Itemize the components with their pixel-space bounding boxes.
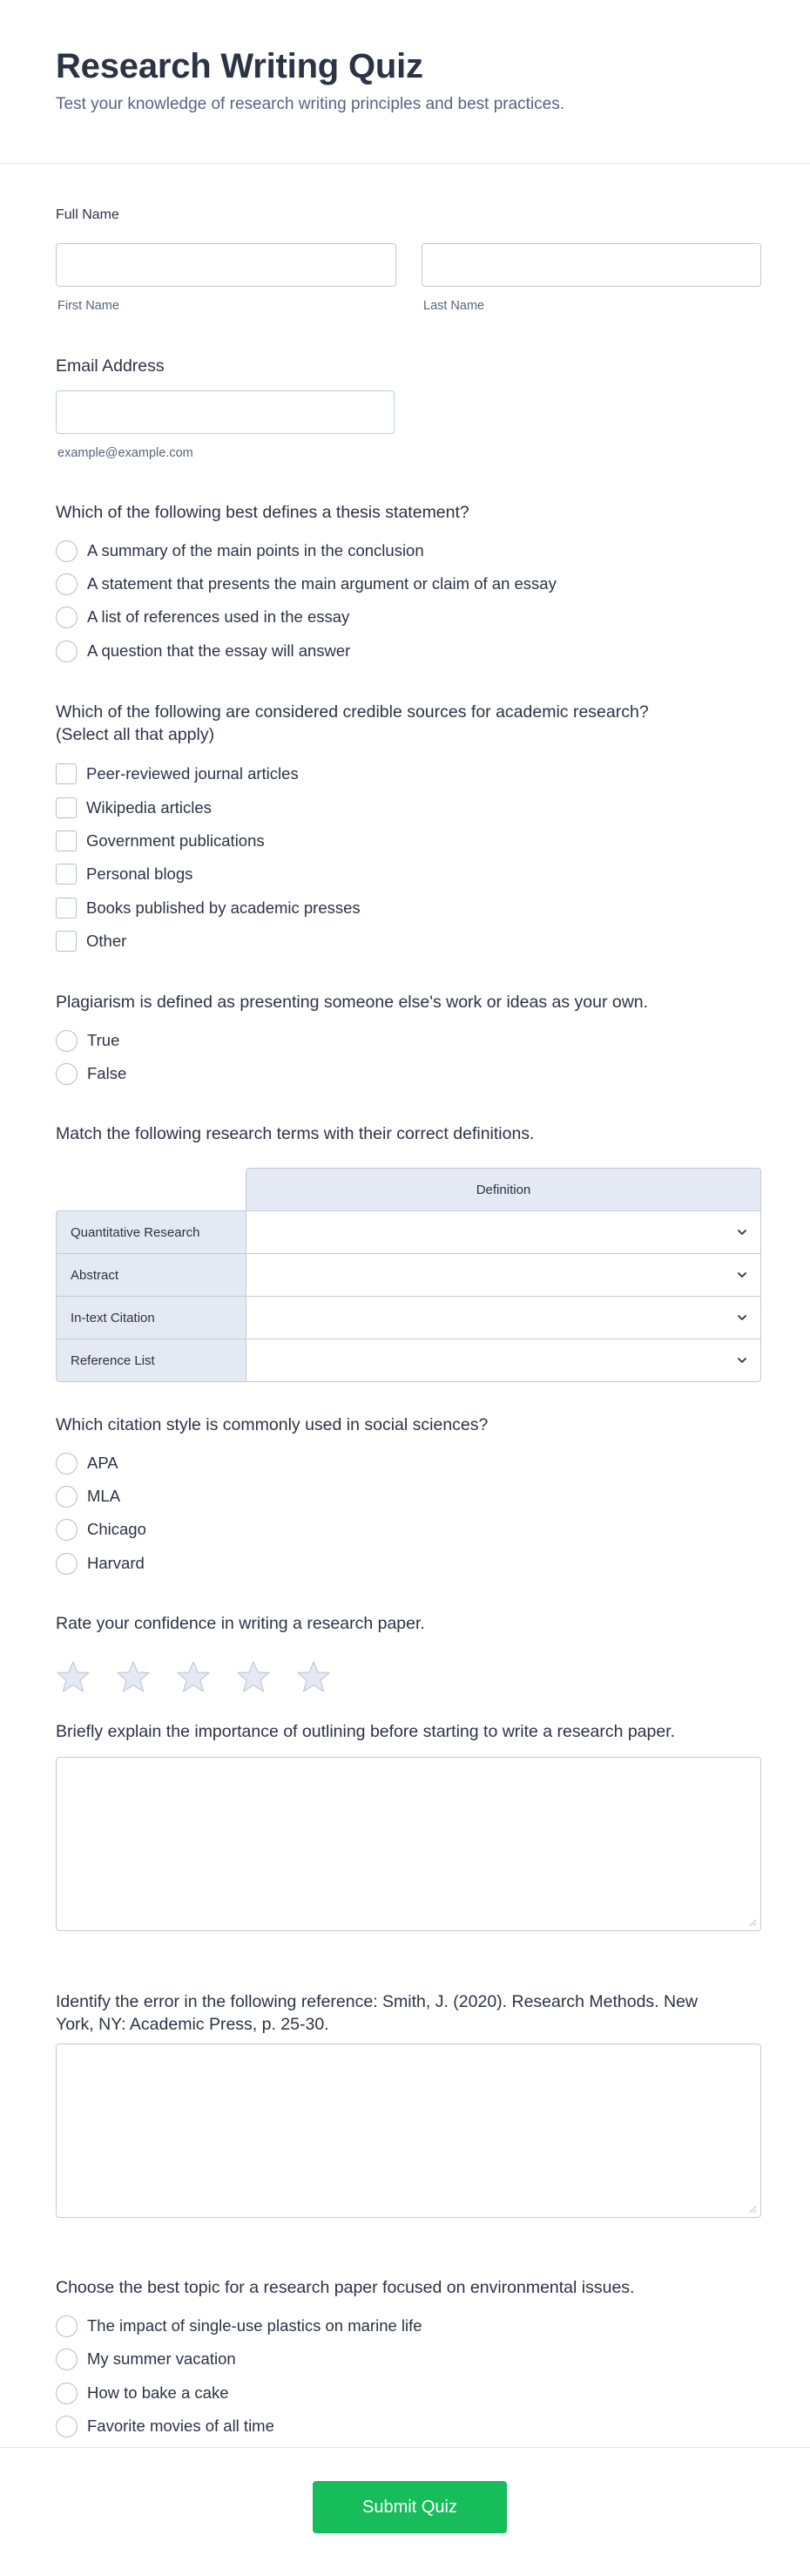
form-subtitle: Test your knowledge of research writing principles and best practices. <box>56 95 565 113</box>
radio-button[interactable] <box>56 1553 78 1575</box>
radio-button[interactable] <box>56 2315 78 2337</box>
radio-button[interactable] <box>56 2416 78 2437</box>
citation-question-label: Which citation style is commonly used in social sciences? <box>56 1415 489 1434</box>
checkbox[interactable] <box>56 797 77 818</box>
thesis-option[interactable]: A question that the essay will answer <box>56 639 350 663</box>
star-rating <box>56 1659 356 1694</box>
citation-option[interactable]: Harvard <box>56 1551 145 1576</box>
last-name-sublabel: Last Name <box>423 299 485 313</box>
resize-grip-icon[interactable] <box>748 1918 757 1927</box>
match-row-label: Reference List <box>56 1339 246 1382</box>
plagiarism-option[interactable]: True <box>56 1028 119 1053</box>
full-name-label: Full Name <box>56 207 119 222</box>
match-row-label: In-text Citation <box>56 1296 246 1339</box>
radio-button[interactable] <box>56 2349 78 2370</box>
email-sublabel: example@example.com <box>57 446 193 460</box>
radio-button[interactable] <box>56 2383 78 2404</box>
form-footer <box>0 2447 810 2576</box>
radio-button[interactable] <box>56 1030 78 1052</box>
radio-button[interactable] <box>56 1519 78 1541</box>
topic-option[interactable]: Favorite movies of all time <box>56 2414 274 2438</box>
thesis-question-label: Which of the following best defines a thesis statement? <box>56 503 469 522</box>
radio-button[interactable] <box>56 573 78 595</box>
chevron-down-icon <box>736 1226 748 1238</box>
checkbox[interactable] <box>56 931 77 952</box>
first-name-sublabel: First Name <box>57 299 119 313</box>
radio-button[interactable] <box>56 1486 78 1508</box>
sources-option[interactable]: Wikipedia articles <box>56 796 212 820</box>
topic-option[interactable]: My summer vacation <box>56 2347 236 2371</box>
definition-column-header: Definition <box>246 1168 761 1211</box>
checkbox[interactable] <box>56 763 77 784</box>
citation-option[interactable]: Chicago <box>56 1517 146 1542</box>
first-name-input[interactable] <box>56 243 396 287</box>
radio-button[interactable] <box>56 1453 78 1474</box>
match-row-label: Abstract <box>56 1253 246 1297</box>
checkbox[interactable] <box>56 898 77 919</box>
topic-question-label: Choose the best topic for a research paper focused on environmental issues. <box>56 2278 635 2297</box>
radio-button[interactable] <box>56 540 78 562</box>
citation-option[interactable]: MLA <box>56 1484 120 1508</box>
email-input[interactable] <box>56 390 395 434</box>
star-icon[interactable] <box>236 1659 271 1694</box>
definition-select[interactable] <box>246 1339 761 1382</box>
sources-question-label: Which of the following are considered credible sources for academic research? (Select all that apply) <box>56 702 649 744</box>
sources-option[interactable]: Government publications <box>56 829 265 853</box>
topic-option[interactable]: How to bake a cake <box>56 2381 228 2405</box>
chevron-down-icon <box>736 1354 748 1366</box>
last-name-input[interactable] <box>422 243 761 287</box>
star-icon[interactable] <box>296 1659 331 1694</box>
checkbox[interactable] <box>56 830 77 851</box>
radio-button[interactable] <box>56 1063 78 1085</box>
thesis-option[interactable]: A summary of the main points in the conclusion <box>56 539 424 563</box>
outline-question-label: Briefly explain the importance of outlining before starting to write a research paper. <box>56 1722 676 1741</box>
match-row-label: Quantitative Research <box>56 1210 246 1254</box>
chevron-down-icon <box>736 1269 748 1281</box>
sources-option[interactable]: Books published by academic presses <box>56 896 361 920</box>
sources-option[interactable]: Peer-reviewed journal articles <box>56 762 299 786</box>
outline-textarea[interactable] <box>56 1757 761 1931</box>
email-label: Email Address <box>56 356 165 376</box>
match-table <box>56 1168 761 1386</box>
match-question-label: Match the following research terms with their correct definitions. <box>56 1124 535 1143</box>
reference-textarea[interactable] <box>56 2044 761 2218</box>
star-icon[interactable] <box>116 1659 151 1694</box>
radio-button[interactable] <box>56 607 78 628</box>
definition-select[interactable] <box>246 1296 761 1339</box>
resize-grip-icon[interactable] <box>748 2205 757 2213</box>
checkbox[interactable] <box>56 864 77 885</box>
submit-button[interactable]: Submit Quiz <box>313 2481 507 2533</box>
definition-select[interactable] <box>246 1253 761 1297</box>
thesis-option[interactable]: A list of references used in the essay <box>56 605 349 629</box>
sources-option[interactable]: Personal blogs <box>56 862 192 886</box>
topic-option[interactable]: The impact of single-use plastics on marine life <box>56 2314 422 2338</box>
plagiarism-option[interactable]: False <box>56 1061 126 1086</box>
radio-button[interactable] <box>56 641 78 662</box>
plagiarism-question-label: Plagiarism is defined as presenting someone else's work or ideas as your own. <box>56 993 649 1012</box>
confidence-question-label: Rate your confidence in writing a research paper. <box>56 1614 425 1633</box>
form-header <box>0 0 810 164</box>
definition-select[interactable] <box>246 1210 761 1254</box>
sources-option[interactable]: Other <box>56 929 126 953</box>
reference-question-label: Identify the error in the following reference: Smith, J. (2020). Research Methods. New York, NY: Academic Press, p. 25-30. <box>56 1992 699 2034</box>
form-title: Research Writing Quiz <box>56 47 423 85</box>
star-icon[interactable] <box>56 1659 91 1694</box>
star-icon[interactable] <box>176 1659 211 1694</box>
citation-option[interactable]: APA <box>56 1451 118 1475</box>
chevron-down-icon <box>736 1312 748 1324</box>
thesis-option[interactable]: A statement that presents the main argument or claim of an essay <box>56 572 557 596</box>
